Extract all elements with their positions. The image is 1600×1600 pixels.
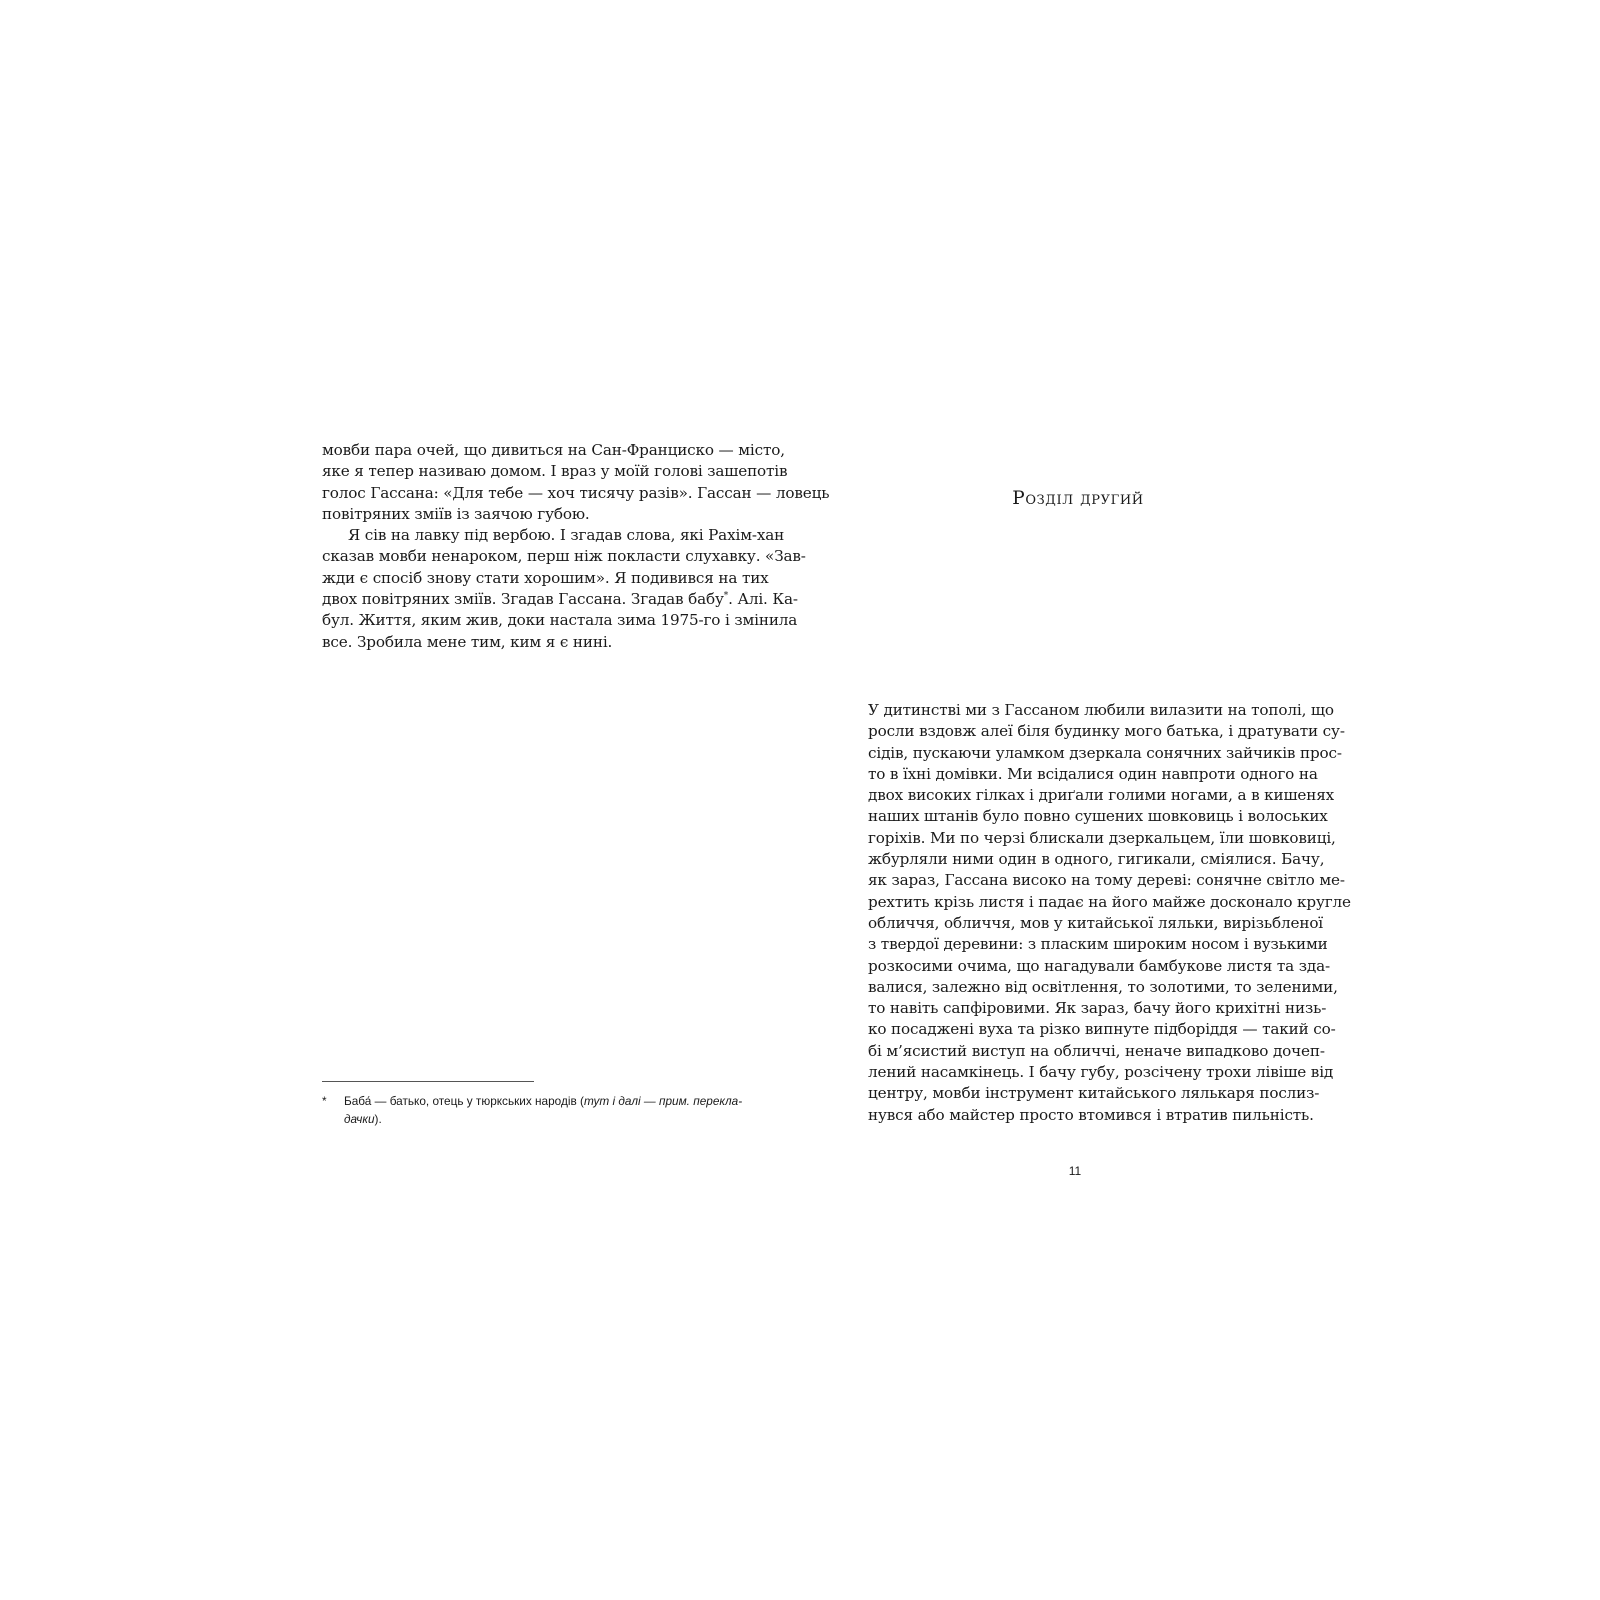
text-line: розкосими очима, що нагадували бамбукове листя та зда-: [868, 956, 1330, 975]
footnote-fragment: ).: [374, 1112, 382, 1126]
right-page-text: [868, 700, 1351, 1126]
footnote-text: [322, 1092, 743, 1128]
footnote-italic: тут і далі — прим. перекла-: [583, 1094, 743, 1108]
chapter-title: Розділ другий: [1012, 488, 1144, 509]
text-line: лений насамкінець. І бачу губу, розсічену трохи лівіше від: [868, 1063, 1334, 1082]
text-line: рехтить крізь листя і падає на його майже досконало кругле: [868, 892, 1351, 911]
footnote-fragment: Баба́ — батько, отець у тюркських народів (: [344, 1094, 584, 1108]
footnote-marker: *: [322, 1094, 327, 1108]
text-line: сідів, пускаючи уламком дзеркала сонячних зайчиків прос-: [868, 743, 1342, 762]
text-line-with-footnote: [322, 589, 798, 610]
page-number: 11: [1068, 1164, 1082, 1178]
text-fragment: двох повітряних зміїв. Згадав Гассана. Згадав бабу: [322, 590, 724, 609]
text-line: горіхів. Ми по черзі блискали дзеркальцем, їли шовковиці,: [868, 828, 1336, 847]
text-line: нувся або майстер просто втомився і втратив пильність.: [868, 1105, 1314, 1124]
text-line: Я сів на лавку під вербою. І згадав слова, які Рахім-хан: [348, 526, 785, 545]
text-line: яке я тепер називаю домом. І враз у моїй голові зашепотів: [322, 462, 788, 481]
footnote-reference: *: [723, 591, 729, 602]
text-line: з твердої деревини: з пласким широким носом і вузькими: [868, 935, 1328, 954]
text-line: жди є спосіб знову стати хорошим». Я подивився на тих: [322, 568, 769, 587]
text-line: то в їхні домівки. Ми всідалися один навпроти одного на: [868, 764, 1318, 783]
left-page-text: [322, 440, 830, 653]
text-line: все. Зробила мене тим, ким я є нині.: [322, 632, 613, 651]
footnote-line: [344, 1092, 743, 1110]
text-line: У дитинстві ми з Гассаном любили вилазити на тополі, що: [868, 701, 1334, 719]
text-line: голос Гассана: «Для тебе — хоч тисячу разів». Гассан — ловець: [322, 483, 830, 502]
text-line: повітряних зміїв із заячою губою.: [322, 504, 590, 523]
text-line: ко посаджені вуха та різко випнуте підборіддя — такий со-: [868, 1020, 1336, 1039]
text-fragment: . Алі. Ка-: [728, 590, 798, 609]
text-line: двох високих гілках і дриґали голими ногами, а в кишенях: [868, 786, 1335, 805]
text-line: сказав мовби ненароком, перш ніж покласти слухавку. «Зав-: [322, 547, 806, 566]
text-line: жбурляли ними один в одного, гигикали, сміялися. Бачу,: [868, 850, 1325, 869]
footnote-line: [344, 1110, 740, 1128]
text-line: валися, залежно від освітлення, то золотими, то зеленими,: [868, 977, 1338, 996]
footnote-divider: [322, 1081, 534, 1082]
text-line: центру, мовби інструмент китайського лялькаря послиз-: [868, 1084, 1320, 1103]
text-line: бул. Життя, яким жив, доки настала зима 1975-го і змінила: [322, 611, 798, 630]
footnote-italic: дачки: [344, 1112, 375, 1126]
footnote: [322, 1092, 743, 1128]
text-line: росли вздовж алеї біля будинку мого батька, і дратувати су-: [868, 722, 1345, 741]
text-line: обличчя, обличчя, мов у китайської ляльки, вирізьбленої: [868, 913, 1324, 932]
text-line: як зараз, Гассана високо на тому дереві: сонячне світло ме-: [868, 871, 1345, 890]
text-line: бі м’ясистий виступ на обличчі, неначе випадково дочеп-: [868, 1041, 1325, 1060]
text-line: наших штанів було повно сушених шовковиць і волоських: [868, 807, 1328, 826]
text-line: мовби пара очей, що дивиться на Сан-Франциско — місто,: [322, 441, 785, 459]
text-line: то навіть сапфіровими. Як зараз, бачу його крихітні низь-: [868, 999, 1327, 1018]
